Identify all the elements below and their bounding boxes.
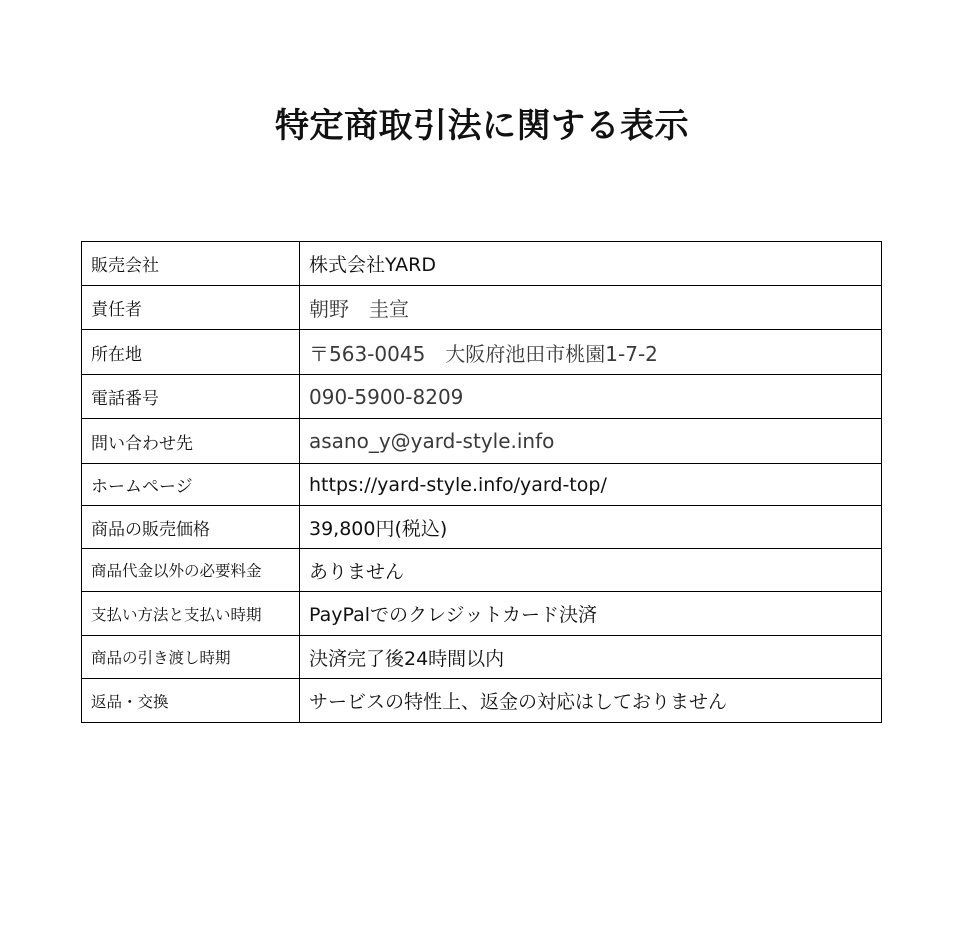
row-value-price: 39,800円(税込)	[300, 506, 882, 549]
row-value-delivery: 決済完了後24時間以内	[300, 636, 882, 679]
row-value-returns: サービスの特性上、返金の対応はしておりません	[300, 679, 882, 723]
table-row-phone	[82, 375, 882, 419]
row-label-homepage: ホームページ	[82, 464, 300, 506]
row-label-returns: 返品・交換	[82, 679, 300, 723]
row-label-price: 商品の販売価格	[82, 506, 300, 549]
row-label-phone: 電話番号	[82, 375, 300, 419]
table-row-contact	[82, 419, 882, 464]
row-label-extra-fees: 商品代金以外の必要料金	[82, 549, 300, 592]
table-row-delivery	[82, 636, 882, 679]
row-label-payment: 支払い方法と支払い時期	[82, 592, 300, 636]
row-label-manager: 責任者	[82, 286, 300, 330]
table-row-payment	[82, 592, 882, 636]
row-label-contact: 問い合わせ先	[82, 419, 300, 464]
table-row-address	[82, 330, 882, 375]
table-row-price	[82, 506, 882, 549]
row-value-seller: 株式会社YARD	[300, 242, 882, 286]
table-row-homepage	[82, 464, 882, 506]
row-value-payment: PayPalでのクレジットカード決済	[300, 592, 882, 636]
commerce-disclosure-table	[81, 241, 882, 723]
row-label-address: 所在地	[82, 330, 300, 375]
row-value-homepage: https://yard-style.info/yard-top/	[300, 464, 882, 506]
table-row-returns	[82, 679, 882, 723]
row-label-delivery: 商品の引き渡し時期	[82, 636, 300, 679]
table-row-extra-fees	[82, 549, 882, 592]
table-row-manager	[82, 286, 882, 330]
row-value-manager: 朝野 圭宣	[300, 286, 882, 330]
row-label-seller: 販売会社	[82, 242, 300, 286]
row-value-extra-fees: ありません	[300, 549, 882, 592]
page-title: 特定商取引法に関する表示	[275, 106, 689, 146]
row-value-contact: asano_y@yard-style.info	[300, 419, 882, 464]
table-row-seller	[82, 242, 882, 286]
row-value-phone: 090-5900-8209	[300, 375, 882, 419]
row-value-address: 〒563-0045 大阪府池田市桃園1-7-2	[300, 330, 882, 375]
